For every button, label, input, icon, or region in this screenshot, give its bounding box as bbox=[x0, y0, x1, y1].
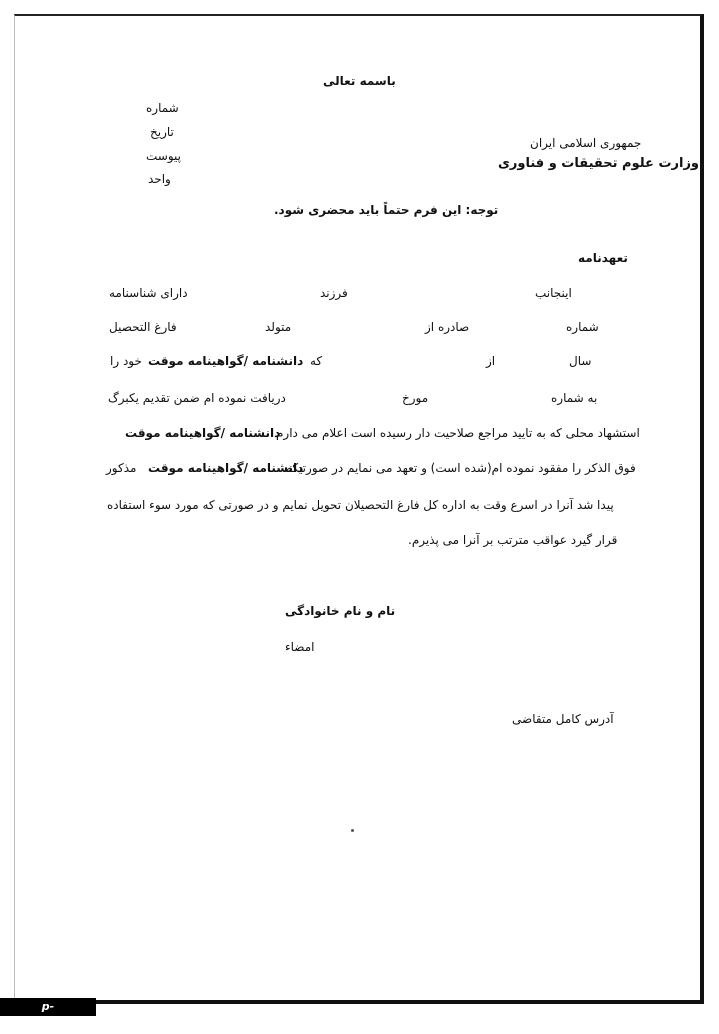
label-diploma-2: دانشنامه /گواهینامه موقت bbox=[125, 426, 281, 440]
label-born: متولد bbox=[265, 320, 292, 334]
label-applicant: اینجانب bbox=[535, 286, 572, 300]
scan-speck bbox=[351, 829, 354, 832]
form-title: تعهدنامه bbox=[578, 251, 628, 265]
label-from: از bbox=[486, 354, 496, 368]
field-unit: واحد bbox=[148, 172, 171, 186]
label-dated: مورخ bbox=[402, 391, 429, 405]
label-diploma: دانشنامه /گواهینامه موقت bbox=[148, 354, 304, 368]
text-found: پیدا شد آنرا در اسرع وقت به اداره کل فارغ التحصیلان تحویل نمایم و در صورتی که مورد سوء استفاده bbox=[107, 498, 614, 512]
label-id-card: دارای شناسنامه bbox=[109, 286, 188, 300]
label-mentioned: مذکور bbox=[106, 461, 137, 475]
label-child-of: فرزند bbox=[320, 286, 348, 300]
signature-label: امضاء bbox=[285, 640, 315, 654]
label-received: دریافت نموده ام ضمن تقدیم یکبرگ bbox=[108, 391, 286, 405]
country-name: جمهوری اسلامی ایران bbox=[530, 136, 642, 150]
name-label: نام و نام خانوادگی bbox=[285, 604, 396, 618]
label-diploma-3: دانشنامه /گواهینامه موقت bbox=[148, 461, 304, 475]
invocation: باسمه تعالی bbox=[323, 74, 396, 88]
label-that: که bbox=[310, 354, 323, 368]
label-number: شماره bbox=[566, 320, 599, 334]
field-number: شماره bbox=[146, 101, 179, 115]
text-consequences: قرار گیرد عواقب مترتب بر آنرا می پذیرم. bbox=[408, 533, 618, 547]
label-issued-at: صادره از bbox=[425, 320, 470, 334]
notice: توجه: این فرم حتماً باید محضری شود. bbox=[274, 203, 499, 217]
text-lost: فوق الذکر را مفقود نموده ام(شده است) و تعهد می نمایم در صورتیکه bbox=[286, 461, 636, 475]
label-graduate: فارغ التحصیل bbox=[109, 320, 177, 334]
field-date: تاریخ bbox=[150, 125, 174, 139]
ministry-name: وزارت علوم تحقیقات و فناوری bbox=[498, 156, 700, 171]
label-year: سال bbox=[569, 354, 592, 368]
field-attachment: پیوست bbox=[146, 149, 181, 163]
watermark: p-ahar.nus.ac.ir bbox=[0, 998, 96, 1016]
text-testimony: استشهاد محلی که به تایید مراجع صلاحیت دار رسیده است اعلام می دارم bbox=[276, 426, 640, 440]
address-label: آدرس کامل متقاضی bbox=[512, 712, 614, 726]
label-with-number: به شماره bbox=[551, 391, 598, 405]
label-own: خود را bbox=[110, 354, 142, 368]
